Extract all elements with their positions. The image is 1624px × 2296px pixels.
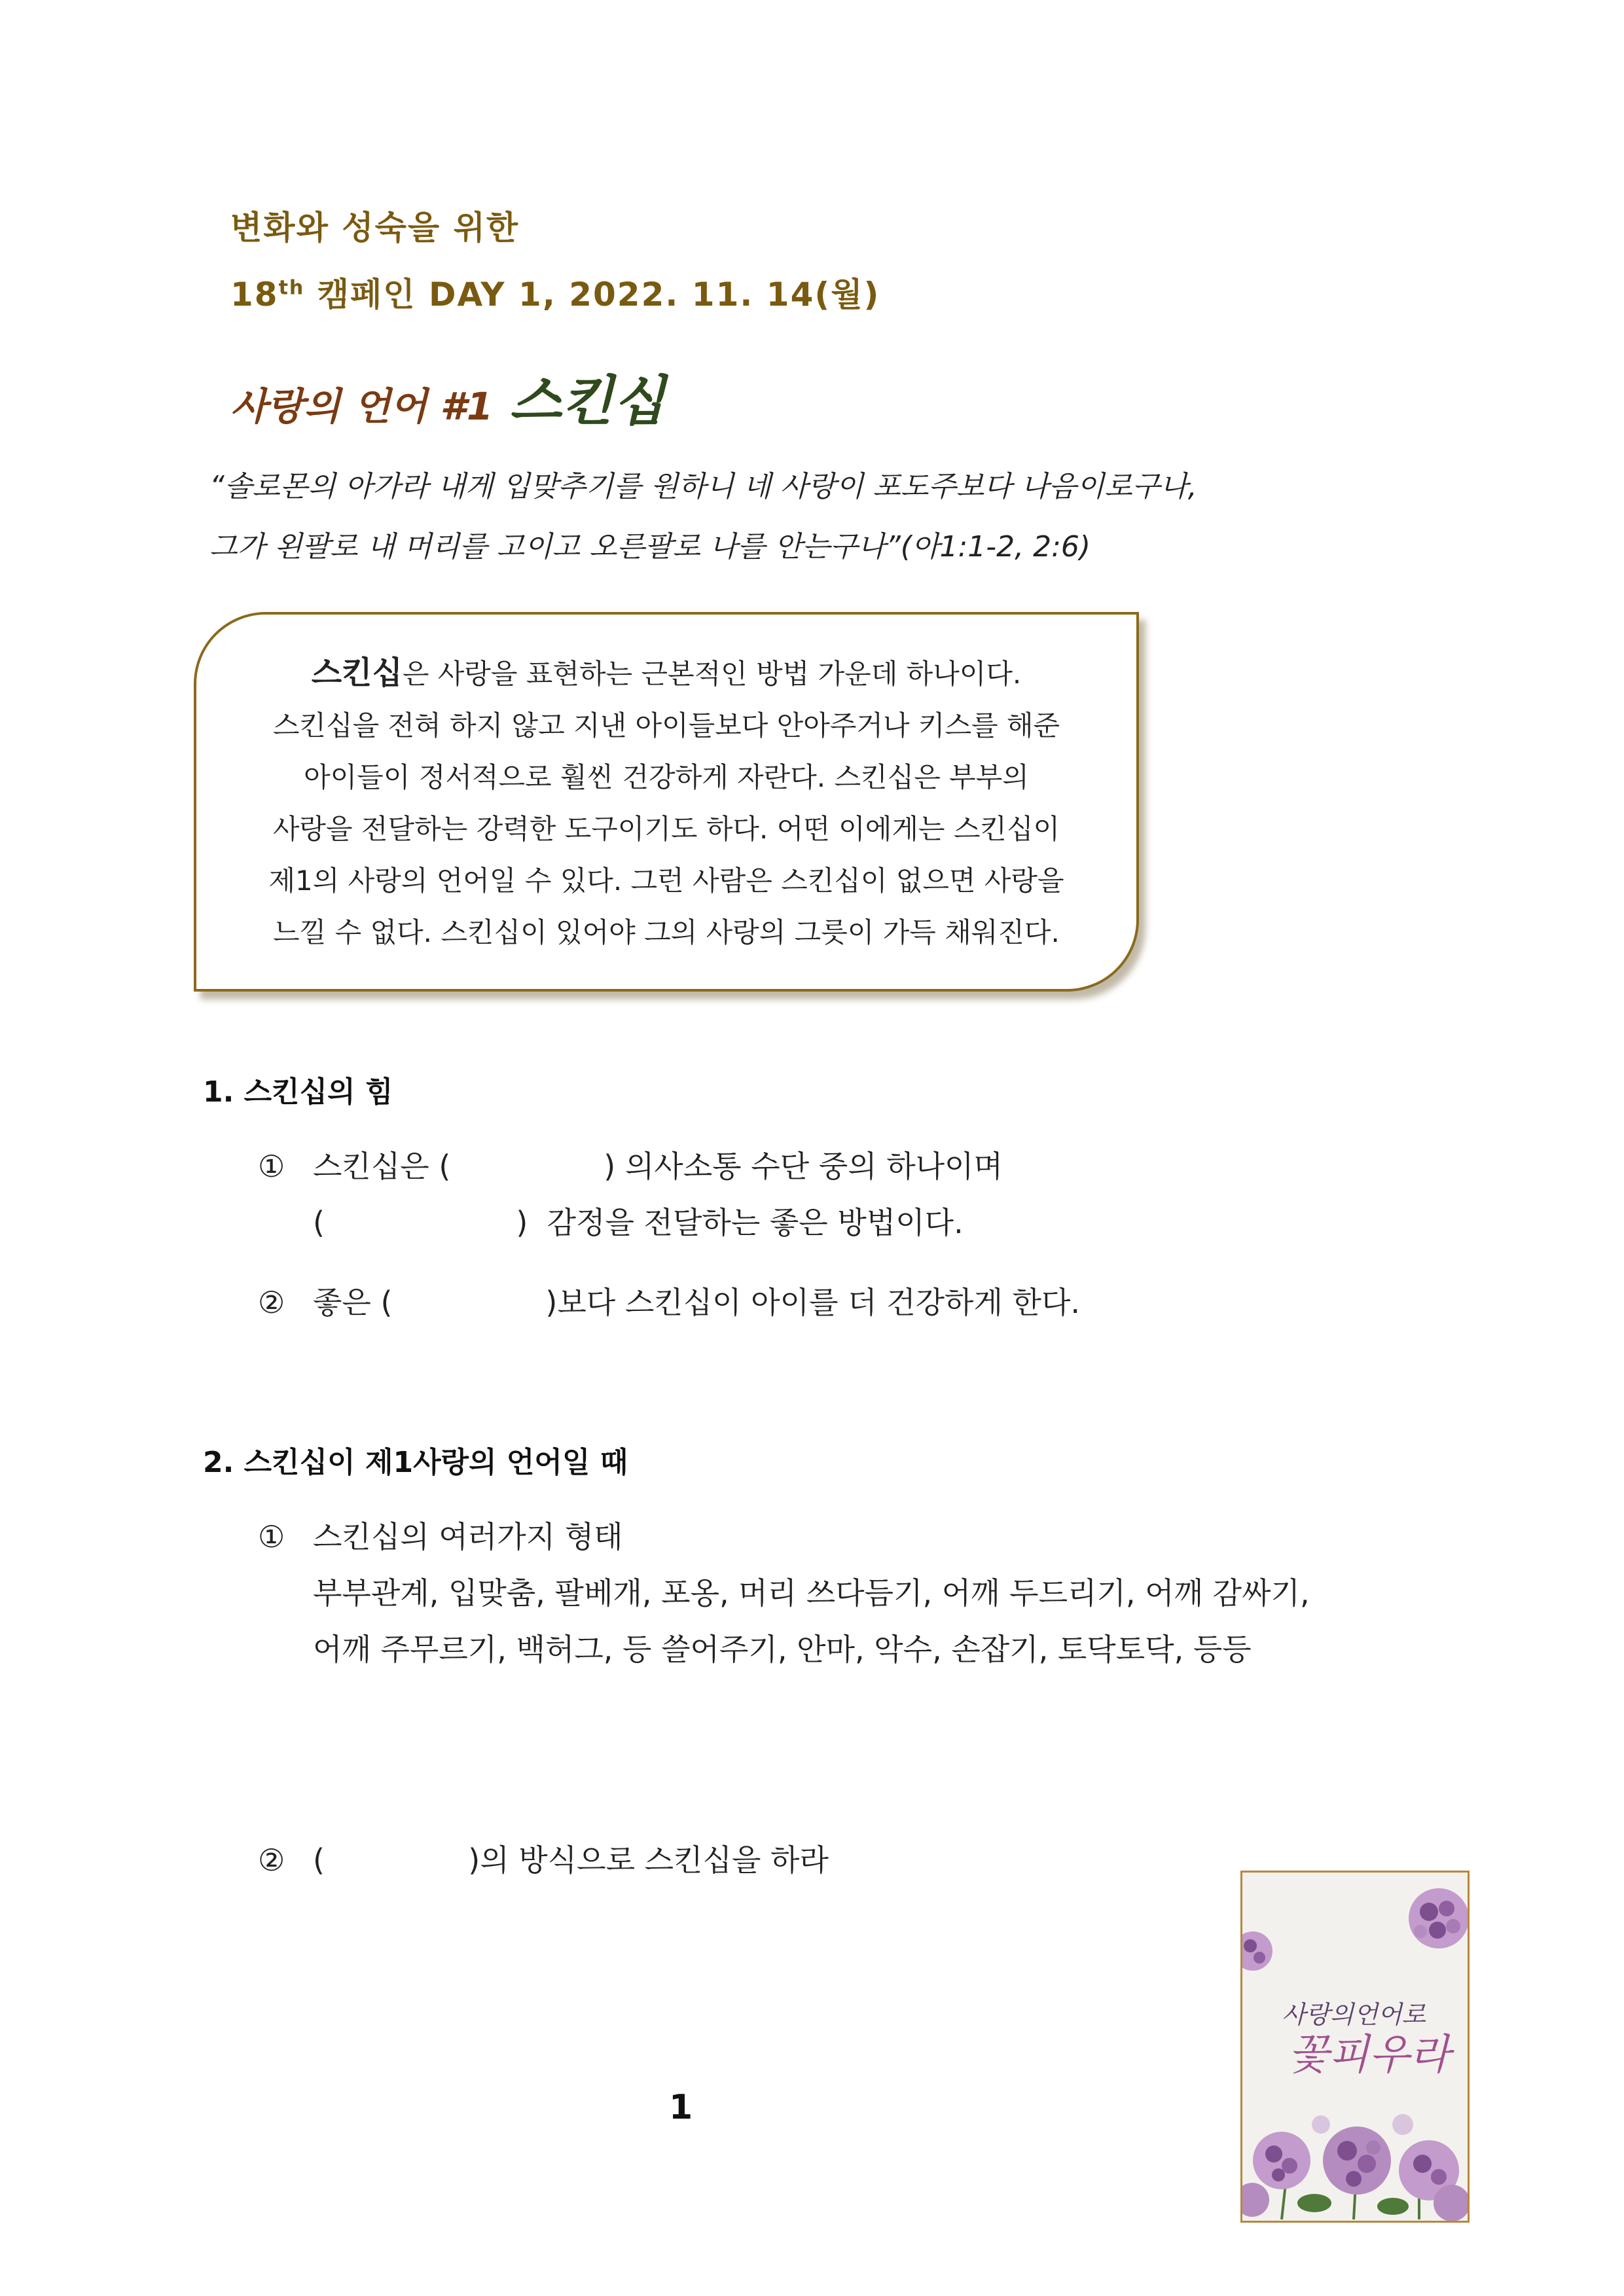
item-number: ① — [258, 1519, 285, 1554]
section-1-item-1-cont: ( ) 감정을 전달하는 좋은 방법이다. — [313, 1205, 964, 1240]
campaign-subtitle: 변화와 성숙을 위한 — [230, 209, 520, 247]
edition-number: 18 — [230, 276, 279, 314]
item-text: 스킨십은 ( ) 의사소통 수단 중의 하나이며 — [313, 1149, 1003, 1184]
flower-artwork — [1240, 1871, 1470, 2223]
edition-suffix: th — [278, 276, 305, 300]
calligraphy-line-2: 꽃피우라 — [1288, 2031, 1451, 2079]
title-series: 사랑의 언어 #1 — [230, 384, 494, 429]
hydrangea-illustration — [1242, 1873, 1468, 2221]
box-keyword: 스킨십 — [311, 655, 403, 691]
flower-cluster-left — [1242, 1931, 1272, 1971]
box-line-3: 아이들이 정서적으로 훨씬 건강하게 자란다. 스킨십은 부부의 — [304, 761, 1029, 793]
item-text: 스킨십의 여러가지 형태 — [313, 1519, 623, 1554]
quote-line-2: 그가 왼팔로 내 머리를 고이고 오른팔로 나를 안는구나”(아1:1-2, 2:6) — [209, 530, 1091, 564]
flower-cluster-top-right — [1409, 1888, 1468, 1948]
intro-box — [194, 612, 1139, 992]
campaign-date-line — [230, 268, 880, 315]
item-number: ① — [258, 1149, 285, 1184]
item-number: ② — [258, 1842, 285, 1878]
section-1-item-1 — [258, 1143, 1003, 1186]
box-line-5: 제1의 사랑의 언어일 수 있다. 그런 사람은 스킨십이 없으면 사랑을 — [268, 865, 1064, 897]
scripture-quote — [209, 457, 1197, 577]
quote-line-1: “솔로몬의 아가라 내게 입맞추기를 원하니 네 사랑이 포도주보다 나음이로구나, — [209, 470, 1197, 503]
item-text: 좋은 ( )보다 스킨십이 아이를 더 건강하게 한다. — [313, 1285, 1081, 1320]
item-text: ( )의 방식으로 스킨십을 하라 — [313, 1842, 829, 1878]
calligraphy — [1282, 2000, 1454, 2079]
touch-forms-line-1: 부부관계, 입맞춤, 팔베개, 포옹, 머리 쓰다듬기, 어깨 두드리기, 어깨 감싸기, — [313, 1575, 1310, 1611]
touch-forms-line-2: 어깨 주무르기, 백허그, 등 쓸어주기, 안마, 악수, 손잡기, 토닥토닥, 등등 — [313, 1632, 1252, 1667]
section-2-item-2 — [258, 1837, 829, 1880]
title-topic: 스킨십 — [509, 370, 665, 433]
calligraphy-line-1: 사랑의언어로 — [1282, 2000, 1426, 2029]
section-2-item-1 — [258, 1513, 623, 1556]
section-2-heading: 2. 스킨십이 제1사랑의 언어일 때 — [203, 1446, 628, 1479]
box-line-2: 스킨십을 전혀 하지 않고 지낸 아이들보다 안아주거나 키스를 해준 — [272, 709, 1060, 742]
campaign-day-date: 캠페인 DAY 1, 2022. 11. 14(월) — [304, 276, 880, 314]
item-number: ② — [258, 1285, 285, 1320]
section-1-heading: 1. 스킨십의 힘 — [203, 1075, 393, 1109]
box-line-6: 느낄 수 없다. 스킨십이 있어야 그의 사랑의 그릇이 가득 채워진다. — [273, 916, 1060, 948]
box-line-1-rest: 은 사랑을 표현하는 근본적인 방법 가운데 하나이다. — [402, 658, 1022, 690]
section-1-item-2 — [258, 1279, 1080, 1322]
box-line-1 — [196, 647, 1136, 700]
flower-clusters-bottom — [1242, 2114, 1468, 2221]
box-line-4: 사랑을 전달하는 강력한 도구이기도 하다. 어떤 이에게는 스킨십이 — [272, 813, 1060, 845]
page-title — [230, 359, 665, 435]
page-number: 1 — [669, 2088, 693, 2127]
